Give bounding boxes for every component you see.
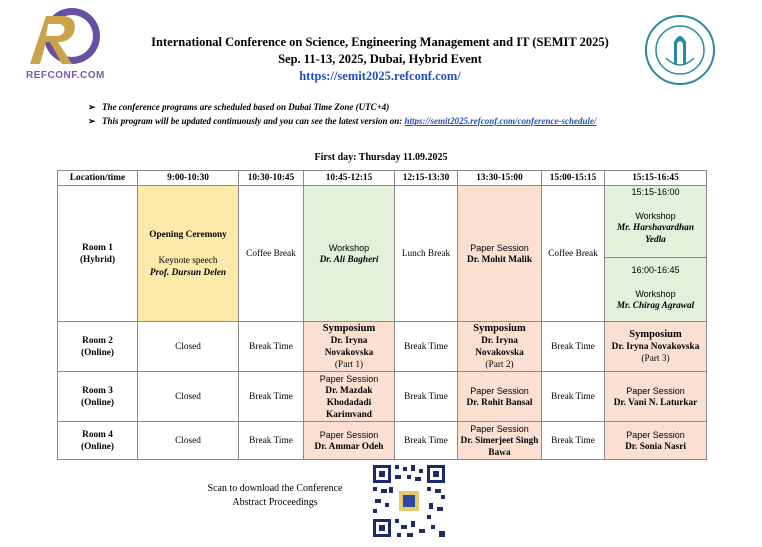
room-cell bbox=[58, 186, 138, 322]
table-header-row bbox=[58, 171, 707, 186]
workshop-cell bbox=[605, 258, 707, 322]
brand-text: REFCONF.COM bbox=[26, 70, 105, 81]
room-mode: (Online) bbox=[80, 347, 115, 358]
room-mode: (Hybrid) bbox=[79, 254, 116, 265]
break-cell: Break Time bbox=[542, 422, 605, 460]
day-title: First day: Thursday 11.09.2025 bbox=[314, 152, 448, 163]
session-label: Workshop bbox=[635, 289, 676, 299]
session-speaker: Dr. Sonia Nasri bbox=[625, 441, 686, 452]
session-label: Paper Session bbox=[470, 423, 529, 434]
conference-title: International Conference on Science, Engineering Management and IT (SEMIT 2025) bbox=[151, 35, 609, 49]
conference-header bbox=[100, 34, 660, 85]
session-speaker: Dr. Vani N. Laturkar bbox=[613, 397, 698, 408]
room-mode: (Online) bbox=[80, 441, 115, 452]
session-label: Symposium bbox=[473, 322, 526, 334]
note-item bbox=[88, 100, 597, 114]
note-text: This program will be updated continuously and you can see the latest version on: bbox=[102, 116, 403, 126]
column-header: 15:15-16:45 bbox=[605, 171, 707, 186]
session-label: Paper Session bbox=[470, 242, 529, 253]
symposium-cell bbox=[458, 322, 542, 372]
room-name: Room 2 bbox=[82, 335, 113, 346]
session-label: Workshop bbox=[328, 242, 370, 253]
table-row bbox=[58, 322, 707, 372]
break-cell: Lunch Break bbox=[395, 186, 458, 322]
session-speaker: Mr. Chirag Agrawal bbox=[616, 301, 695, 311]
paper-session-cell bbox=[304, 422, 395, 460]
break-cell: Break Time bbox=[395, 422, 458, 460]
keynote-label: Keynote speech bbox=[158, 255, 218, 266]
workshop-cell bbox=[304, 186, 395, 322]
paper-session-cell bbox=[458, 422, 542, 460]
opening-ceremony-cell bbox=[138, 186, 239, 322]
closed-cell: Closed bbox=[138, 372, 239, 422]
note-item bbox=[88, 114, 597, 128]
column-header: 10:30-10:45 bbox=[239, 171, 304, 186]
column-header: 13:30-15:00 bbox=[458, 171, 542, 186]
closed-cell: Closed bbox=[138, 422, 239, 460]
break-cell: Break Time bbox=[239, 372, 304, 422]
table-row bbox=[58, 372, 707, 422]
paper-session-cell bbox=[304, 372, 395, 422]
break-cell: Break Time bbox=[239, 422, 304, 460]
refconf-logo bbox=[20, 6, 108, 82]
note-text: The conference programs are scheduled based on Dubai Time Zone (UTC+4) bbox=[102, 102, 390, 112]
session-part: (Part 3) bbox=[641, 353, 670, 364]
session-label: Symposium bbox=[629, 328, 682, 340]
table-row bbox=[58, 186, 707, 258]
room-cell bbox=[58, 422, 138, 460]
session-speaker: Dr. Iryna Novakovska bbox=[611, 341, 700, 352]
room-mode: (Online) bbox=[80, 397, 115, 408]
break-cell: Break Time bbox=[395, 322, 458, 372]
slot-time: 15:15-16:00 bbox=[631, 187, 680, 197]
session-speaker: Dr. Iryna Novakovska bbox=[475, 335, 524, 358]
schedule-table bbox=[57, 170, 707, 460]
notes bbox=[88, 100, 597, 128]
session-part: (Part 1) bbox=[334, 359, 364, 370]
paper-session-cell bbox=[605, 422, 707, 460]
session-speaker: Dr. Ammar Odeh bbox=[314, 441, 384, 452]
workshop-cell bbox=[605, 186, 707, 258]
conference-date: Sep. 11-13, 2025, Dubai, Hybrid Event bbox=[278, 52, 482, 66]
session-speaker: Dr. Ali Bagheri bbox=[319, 254, 379, 265]
column-header: 12:15-13:30 bbox=[395, 171, 458, 186]
break-cell: Break Time bbox=[542, 322, 605, 372]
session-label: Paper Session bbox=[319, 429, 379, 440]
session-label: Symposium bbox=[322, 322, 376, 334]
symposium-cell bbox=[605, 322, 707, 372]
arrow-bullet-icon: ➢ bbox=[88, 116, 96, 126]
session-speaker: Dr. Mazdak Khodadadi Karimvand bbox=[325, 385, 373, 420]
session-label: Paper Session bbox=[626, 429, 685, 440]
column-header: 9:00-10:30 bbox=[138, 171, 239, 186]
session-speaker: Mr. Harshavardhan Yedla bbox=[617, 223, 694, 245]
column-header: Location/time bbox=[58, 171, 138, 186]
session-speaker: Dr. Iryna Novakovska bbox=[324, 335, 374, 358]
room-name: Room 1 bbox=[82, 242, 113, 253]
slot-time: 16:00-16:45 bbox=[631, 265, 680, 275]
session-label: Paper Session bbox=[626, 385, 685, 396]
room-name: Room 4 bbox=[82, 429, 113, 440]
session-speaker: Dr. Mohit Malik bbox=[467, 254, 532, 265]
keynote-speaker: Prof. Dursun Delen bbox=[149, 267, 227, 278]
session-speaker: Dr. Simerjeet Singh Bawa bbox=[460, 435, 539, 458]
qr-code[interactable] bbox=[371, 463, 447, 539]
break-cell: Break Time bbox=[542, 372, 605, 422]
room-cell bbox=[58, 372, 138, 422]
break-cell: Break Time bbox=[395, 372, 458, 422]
scan-instruction: Scan to download the Conference Abstract Proceedings bbox=[207, 483, 343, 508]
table-row bbox=[58, 422, 707, 460]
paper-session-cell bbox=[605, 372, 707, 422]
paper-session-cell bbox=[458, 372, 542, 422]
arrow-bullet-icon: ➢ bbox=[88, 102, 96, 112]
opening-label: Opening Ceremony bbox=[149, 229, 227, 240]
session-part: (Part 2) bbox=[485, 359, 514, 370]
break-cell: Coffee Break bbox=[239, 186, 304, 322]
break-cell: Break Time bbox=[239, 322, 304, 372]
session-label: Workshop bbox=[635, 211, 676, 221]
room-cell bbox=[58, 322, 138, 372]
column-header: 15:00-15:15 bbox=[542, 171, 605, 186]
session-speaker: Dr. Rohit Bansal bbox=[466, 397, 533, 408]
room-name: Room 3 bbox=[82, 385, 113, 396]
symposium-cell bbox=[304, 322, 395, 372]
session-label: Paper Session bbox=[319, 373, 379, 384]
break-cell: Coffee Break bbox=[542, 186, 605, 322]
column-header: 10:45-12:15 bbox=[304, 171, 395, 186]
schedule-link[interactable]: https://semit2025.refconf.com/conference-schedule/ bbox=[404, 116, 597, 126]
session-label: Paper Session bbox=[470, 385, 529, 396]
paper-session-cell bbox=[458, 186, 542, 322]
closed-cell: Closed bbox=[138, 322, 239, 372]
conference-url[interactable]: https://semit2025.refconf.com/ bbox=[299, 69, 461, 83]
